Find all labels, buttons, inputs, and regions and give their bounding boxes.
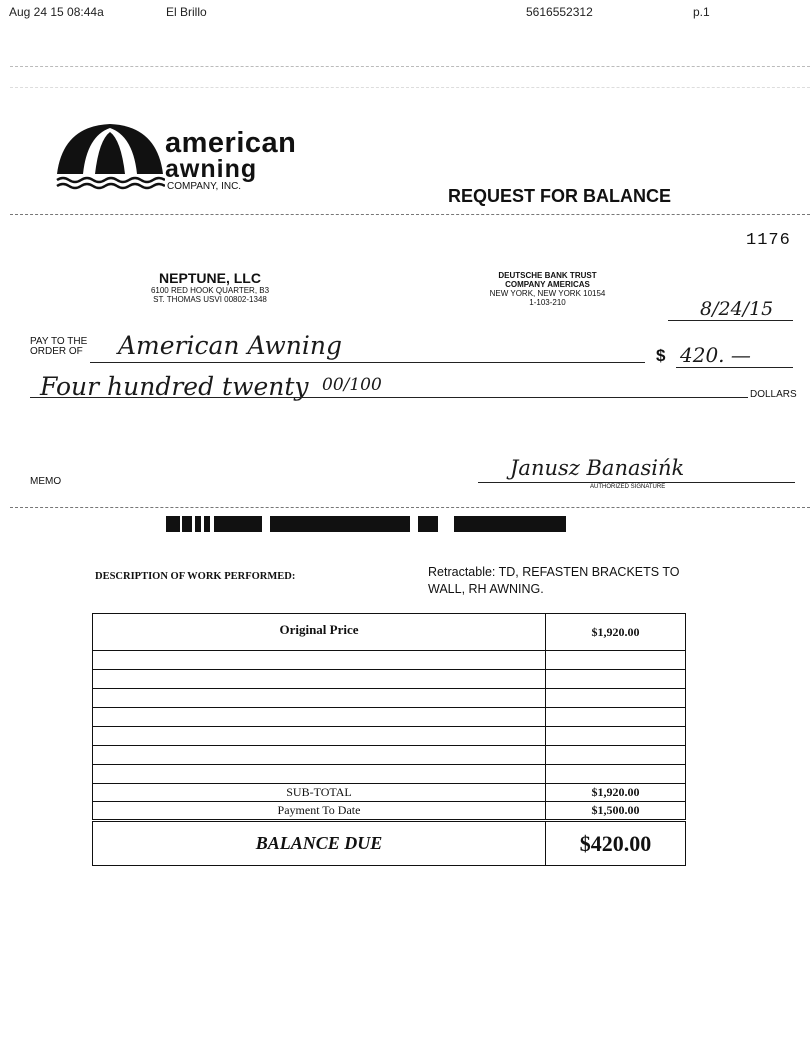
table-row <box>93 746 686 765</box>
logo-line3: COMPANY, INC. <box>167 181 242 192</box>
page-title: REQUEST FOR BALANCE <box>448 186 672 206</box>
check-amount: 420. — <box>680 343 751 367</box>
description-label: DESCRIPTION OF WORK PERFORMED: <box>95 571 296 582</box>
table-row <box>93 689 686 708</box>
description-line2: WALL, RH AWNING. <box>428 582 544 596</box>
dollar-sign: $ <box>656 346 666 365</box>
table-row <box>93 802 686 821</box>
pay-to-label2: ORDER OF <box>30 346 83 357</box>
original-price-value: $1,920.00 <box>546 614 686 651</box>
amount-words: Four hundred twenty <box>40 372 309 401</box>
fax-sender: El Brillo <box>166 5 207 19</box>
amount-words-line <box>30 397 748 398</box>
subtotal-label: SUB-TOTAL <box>93 784 546 802</box>
bank-line4: 1-103-210 <box>529 298 566 307</box>
signature-line <box>478 482 795 483</box>
invoice-table <box>92 613 686 866</box>
subtotal-value: $1,920.00 <box>546 784 686 802</box>
table-row <box>93 784 686 802</box>
bank-line1: DEUTSCHE BANK TRUST <box>498 271 597 280</box>
bank-line3: NEW YORK, NEW YORK 10154 <box>489 289 606 298</box>
table-row <box>93 765 686 784</box>
balance-due-value: $420.00 <box>546 821 686 866</box>
balance-due-label: BALANCE DUE <box>93 821 546 866</box>
scan-line <box>10 66 810 67</box>
payer-address2: ST. THOMAS USVI 00802-1348 <box>153 295 267 304</box>
original-price-label: Original Price <box>93 614 546 651</box>
check-number: 1176 <box>746 231 791 250</box>
micr-line-redacted <box>152 513 582 535</box>
bank-line2: COMPANY AMERICAS <box>505 280 590 289</box>
description-text <box>428 564 679 598</box>
awning-logo-icon <box>55 122 165 194</box>
payee-line <box>90 362 645 363</box>
amount-line <box>676 367 793 368</box>
logo-line1: american <box>165 127 297 159</box>
table-row <box>93 614 686 651</box>
payment-to-date-label: Payment To Date <box>93 802 546 821</box>
scan-line <box>10 87 810 88</box>
amount-cents: 00/100 <box>322 375 382 395</box>
description-line1: Retractable: TD, REFASTEN BRACKETS TO <box>428 565 680 579</box>
payer-block <box>110 270 310 304</box>
check-date: 8/24/15 <box>700 298 774 320</box>
signature-label: AUTHORIZED SIGNATURE <box>590 484 666 490</box>
fax-datetime: Aug 24 15 08:44a <box>9 5 104 19</box>
table-row <box>93 727 686 746</box>
date-line <box>668 320 793 321</box>
payee-name: American Awning <box>118 331 342 360</box>
table-row <box>93 651 686 670</box>
pay-to-label <box>30 337 87 357</box>
pay-to-label1: PAY TO THE <box>30 336 88 347</box>
payment-to-date-value: $1,500.00 <box>546 802 686 821</box>
table-row <box>93 708 686 727</box>
bank-block <box>460 271 635 307</box>
memo-label: MEMO <box>30 476 62 487</box>
fax-phone: 5616552312 <box>526 5 593 19</box>
dollars-label: DOLLARS <box>750 389 797 400</box>
logo-line2: awning <box>165 155 258 183</box>
fax-page: p.1 <box>693 5 710 19</box>
table-row <box>93 670 686 689</box>
signature: Janusz Banasińk <box>510 456 685 480</box>
payer-name: NEPTUNE, LLC <box>159 270 261 286</box>
table-row <box>93 821 686 866</box>
payer-address1: 6100 RED HOOK QUARTER, B3 <box>150 286 270 295</box>
